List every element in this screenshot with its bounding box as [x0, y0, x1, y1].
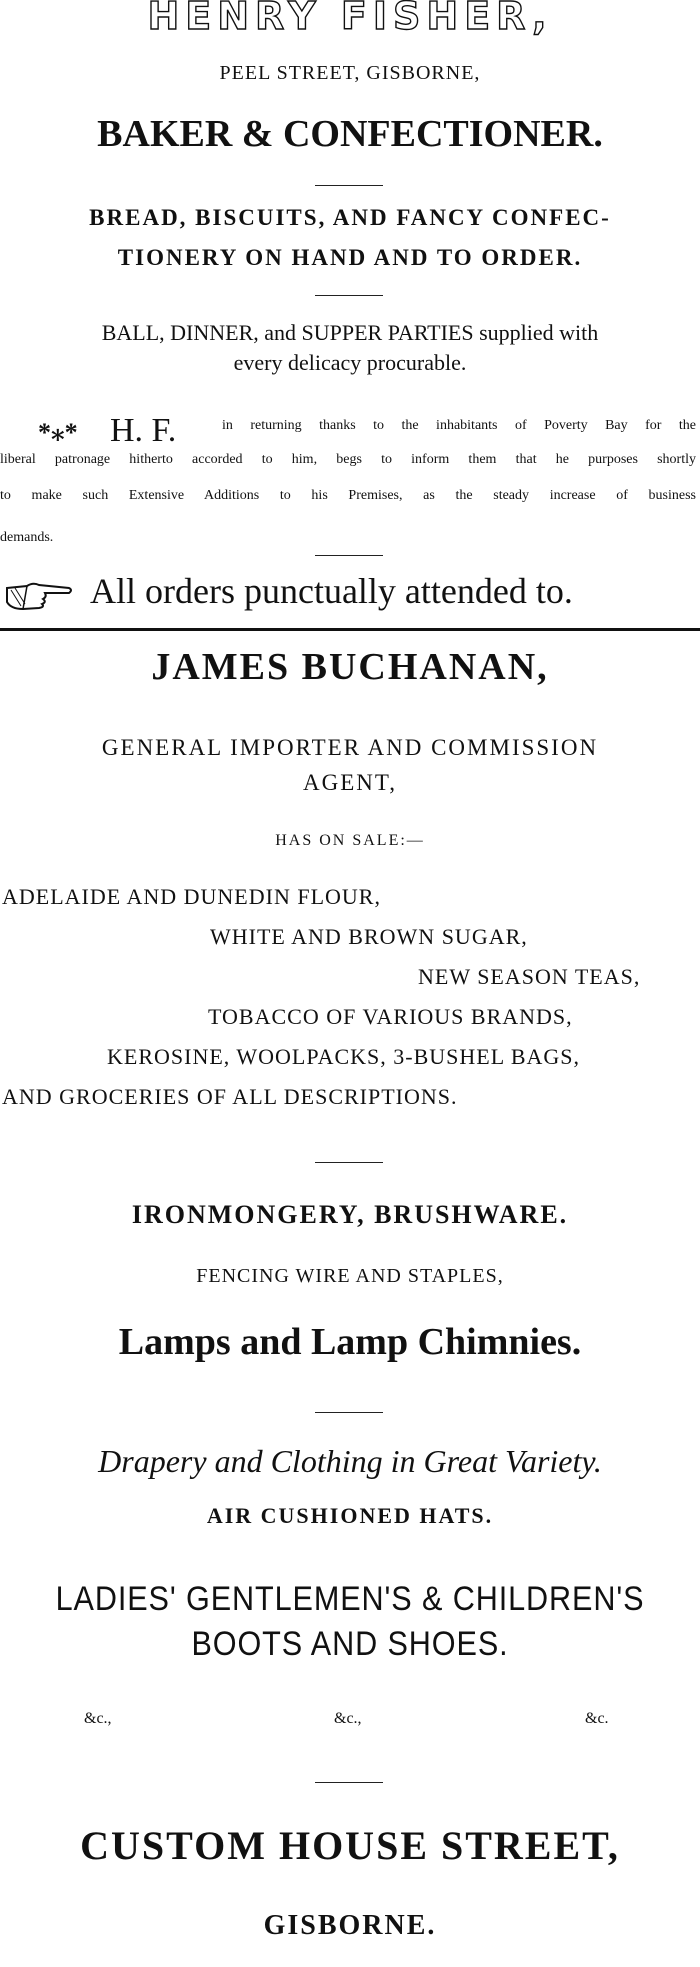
hf-initials: H. F. [110, 412, 177, 449]
bread-line-2: TIONERY ON HAND AND TO ORDER. [117, 245, 583, 270]
henry-trade: BAKER & CONFECTIONER. [97, 113, 603, 155]
divider [315, 1412, 383, 1413]
ironmongery-line: IRONMONGERY, BRUSHWARE. [131, 1200, 569, 1229]
section-divider [0, 628, 700, 631]
divider [315, 1162, 383, 1163]
goods-item: NEW SEASON TEAS, [418, 964, 641, 989]
hf-text-line-3: to make such Extensive Additions to his Premises, as the steady increase of business [0, 488, 696, 503]
bread-line-1: BREAD, BISCUITS, AND FANCY CONFEC- [89, 205, 611, 230]
divider [315, 185, 383, 186]
ball-line-2: every delicacy procurable. [233, 350, 467, 375]
lamps-line: Lamps and Lamp Chimnies. [118, 1321, 582, 1363]
etc-label: &c., [334, 1710, 362, 1727]
drapery-line: Drapery and Clothing in Great Variety. [98, 1443, 602, 1479]
ball-line-1: BALL, DINNER, and SUPPER PARTIES supplied with [101, 320, 599, 345]
importer-line-2: AGENT, [303, 770, 397, 795]
divider [315, 295, 383, 296]
importer-line-1: GENERAL IMPORTER AND COMMISSION [101, 735, 599, 760]
james-buchanan-heading: JAMES BUCHANAN, [151, 646, 549, 688]
hf-text-line-4: demands. [0, 530, 54, 545]
boots-line-2: BOOTS AND SHOES. [191, 1625, 509, 1663]
divider [315, 555, 383, 556]
pointing-hand-icon [5, 576, 75, 616]
town-line: GISBORNE. [263, 1910, 437, 1941]
etc-label: &c. [585, 1710, 609, 1727]
hats-line: AIR CUSHIONED HATS. [206, 1503, 494, 1528]
orders-line: All orders punctually attended to. [90, 571, 573, 611]
henry-fisher-heading: HENRY FISHER, [147, 0, 553, 38]
hf-text-line-1: in returning thanks to the inhabitants of Poverty Bay for the [222, 418, 696, 433]
goods-item: WHITE AND BROWN SUGAR, [210, 924, 528, 949]
goods-item: ADELAIDE AND DUNEDIN FLOUR, [2, 884, 381, 909]
divider [315, 1782, 383, 1783]
fencing-line: FENCING WIRE AND STAPLES, [196, 1265, 504, 1287]
asterism-glyph: *⁎* [38, 418, 78, 447]
henry-address: PEEL STREET, GISBORNE, [219, 62, 481, 84]
goods-item: TOBACCO OF VARIOUS BRANDS, [208, 1004, 573, 1029]
boots-line-1: LADIES' GENTLEMEN'S & CHILDREN'S [55, 1580, 645, 1618]
goods-item: AND GROCERIES OF ALL DESCRIPTIONS. [2, 1084, 458, 1109]
etc-label: &c., [84, 1710, 112, 1727]
street-line: CUSTOM HOUSE STREET, [80, 1823, 620, 1868]
on-sale-label: HAS ON SALE:— [275, 832, 425, 849]
hf-text-line-2: liberal patronage hitherto accorded to him, begs to inform them that he purposes shortly [0, 452, 696, 467]
goods-item: KEROSINE, WOOLPACKS, 3-BUSHEL BAGS, [107, 1044, 581, 1069]
